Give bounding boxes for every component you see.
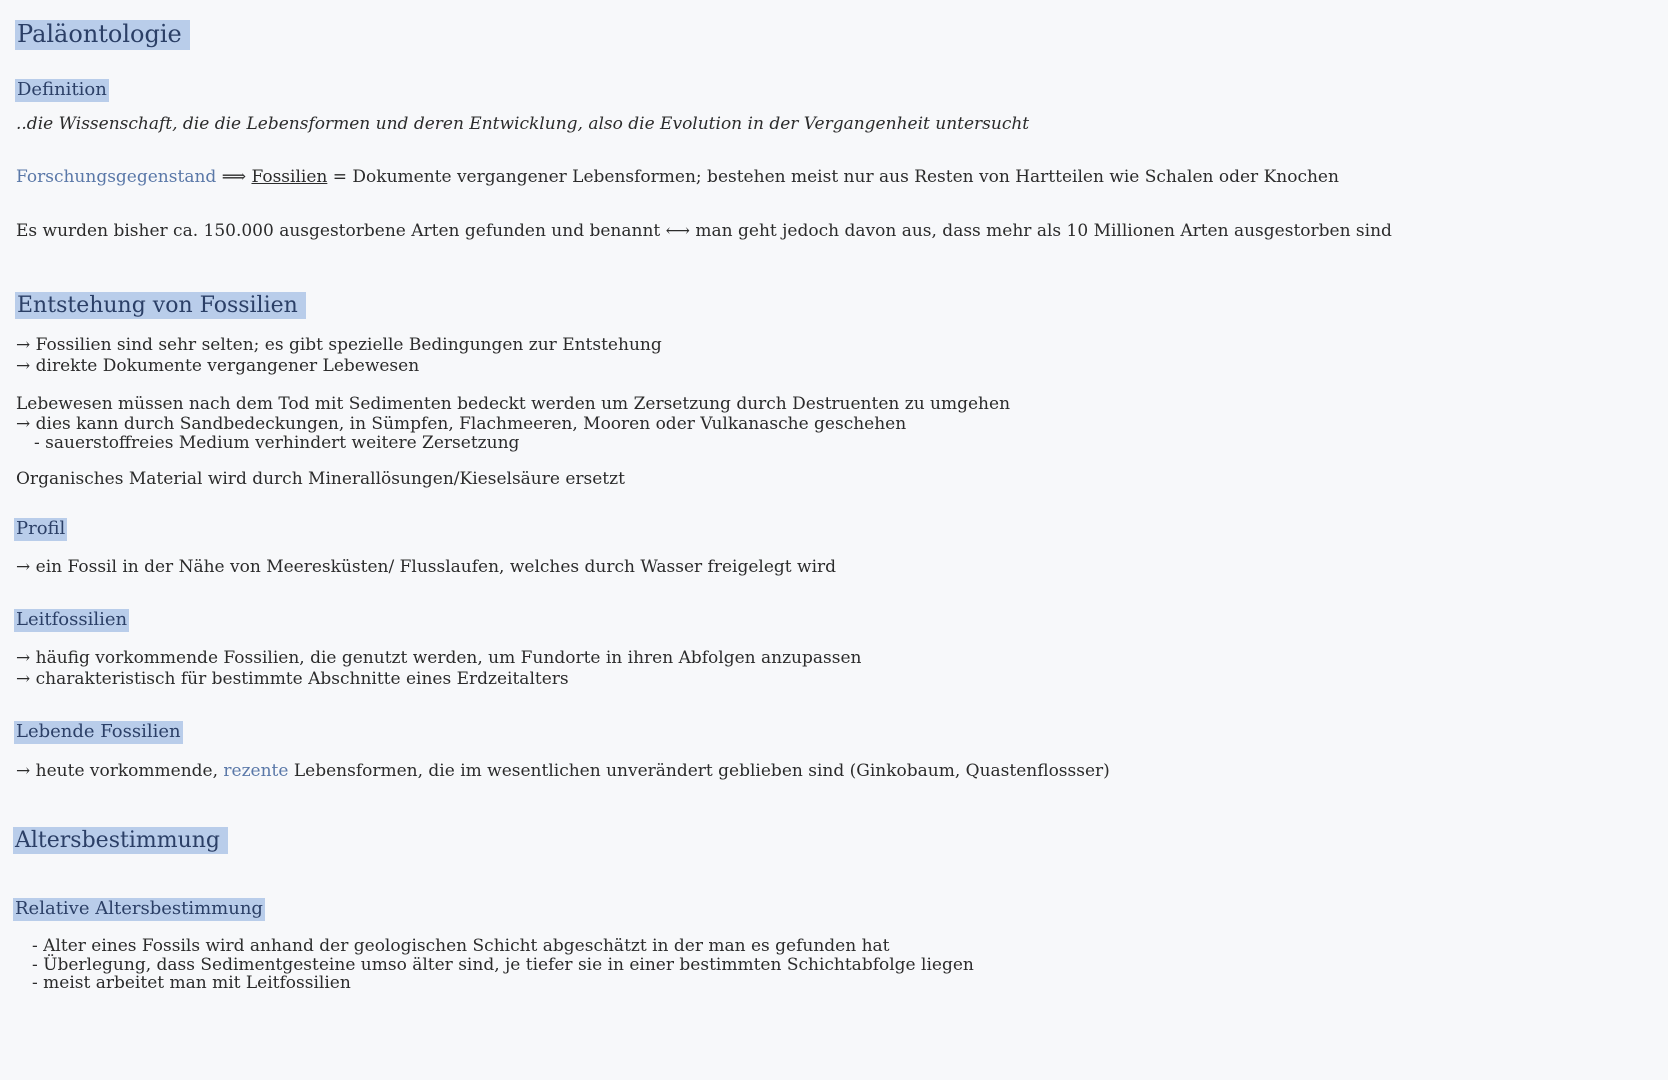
heading-altersbestimmung: Altersbestimmung xyxy=(13,827,228,854)
entstehung-line-1: → Fossilien sind sehr selten; es gibt spezielle Bedingungen zur Entstehung xyxy=(16,335,662,355)
entstehung-line-2: → direkte Dokumente vergangener Lebewesen xyxy=(16,356,420,376)
heading-entstehung: Entstehung von Fossilien xyxy=(15,292,306,319)
alters-item-2: - Überlegung, dass Sedimentgesteine umso älter sind, je tiefer sie in einer bestimmten Schichtabfolge liegen xyxy=(32,955,974,975)
heading-relative-altersbestimmung: Relative Altersbestimmung xyxy=(15,898,263,919)
forschung-rest: = Dokumente vergangener Lebensformen; bestehen meist nur aus Resten von Hartteilen wie Schalen oder Knochen xyxy=(332,167,1339,187)
lebende-line xyxy=(16,762,1110,782)
page-title: Paläontologie xyxy=(15,20,190,50)
entstehung-line-4: → dies kann durch Sandbedeckungen, in Sümpfen, Flachmeeren, Mooren oder Vulkanasche geschehen xyxy=(16,414,907,434)
leitfossilien-line-1: → häufig vorkommende Fossilien, die genutzt werden, um Fundorte in ihren Abfolgen anzupassen xyxy=(16,648,862,668)
entstehung-line-5: - sauerstoffreies Medium verhindert weitere Zersetzung xyxy=(34,433,520,453)
profil-line-1: → ein Fossil in der Nähe von Meeresküsten/ Flusslaufen, welches durch Wasser freigelegt wird xyxy=(16,557,837,577)
alters-item-1: - Alter eines Fossils wird anhand der geologischen Schicht abgeschätzt in der man es gefunden hat xyxy=(32,936,890,956)
entstehung-line-6: Organisches Material wird durch Minerallösungen/Kieselsäure ersetzt xyxy=(16,469,625,489)
heading-profil: Profil xyxy=(16,518,66,539)
definition-text: ..die Wissenschaft, die die Lebensformen und deren Entwicklung, also die Evolution in der Vergangenheit untersucht xyxy=(16,114,1030,134)
heading-leitfossilien: Leitfossilien xyxy=(16,609,128,630)
arten-text: Es wurden bisher ca. 150.000 ausgestorbene Arten gefunden und benannt ⟷ man geht jedoch davon aus, dass mehr als 10 Millionen Arten ausgestorben sind xyxy=(16,221,1392,241)
double-arrow-icon: ⟹ xyxy=(221,167,247,187)
lebende-post: Lebensformen, die im wesentlichen unverändert geblieben sind (Ginkobaum, Quastenflossser) xyxy=(293,761,1110,781)
fossilien-term: Fossilien xyxy=(251,167,328,187)
entstehung-line-3: Lebewesen müssen nach dem Tod mit Sedimenten bedeckt werden um Zersetzung durch Destruenten zu umgehen xyxy=(16,394,1011,414)
heading-lebende-fossilien: Lebende Fossilien xyxy=(16,721,181,742)
leitfossilien-line-2: → charakteristisch für bestimmte Abschnitte eines Erdzeitalters xyxy=(16,669,569,689)
rezente-term: rezente xyxy=(223,761,289,781)
forschung-line xyxy=(16,168,1339,188)
heading-definition: Definition xyxy=(17,79,107,100)
alters-item-3: - meist arbeitet man mit Leitfossilien xyxy=(32,973,351,993)
forschung-label: Forschungsgegenstand xyxy=(16,167,217,187)
lebende-pre: → heute vorkommende, xyxy=(16,761,218,781)
